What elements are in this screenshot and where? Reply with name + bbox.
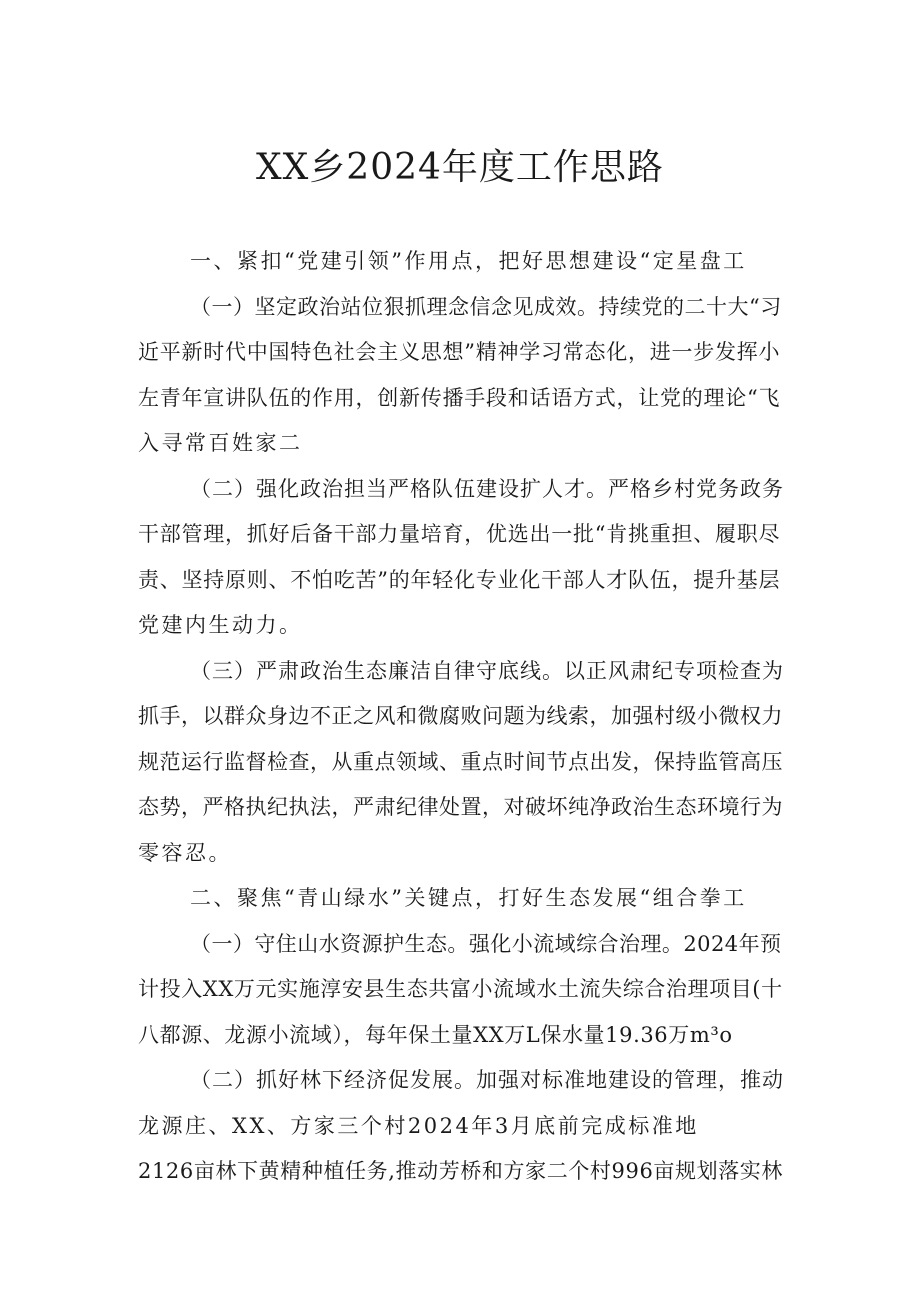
paragraph-line: 规范运行监督检查，从重点领域、重点时间节点出发，保持监管高压 (138, 749, 783, 774)
paragraph-line: （三）严肃政治生态廉洁自律守底线。以正风肃纪专项检查为 (190, 658, 784, 683)
section-heading-1: 一、紧扣“党建引领”作用点，把好思想建设“定星盘工 (190, 249, 747, 273)
paragraph-line: 零容忍。 (138, 840, 232, 865)
paragraph-line: 党建内生动力。 (138, 613, 303, 637)
paragraph-line: 左青年宣讲队伍的作用，创新传播手段和话语方式，让党的理论“飞 (138, 385, 781, 410)
paragraph-line: 干部管理，抓好后备干部力量培育，优选出一批“肯挑重担、履职尽 (138, 522, 781, 546)
paragraph-line: （一）坚定政治站位狠抓理念信念见成效。持续党的二十大“习 (190, 294, 782, 319)
paragraph-line: 抓手，以群众身边不正之风和微腐败问题为线索，加强村级小微权力 (138, 704, 783, 728)
paragraph-line: （一）守住山水资源护生态。强化小流域综合治理。2024年预 (190, 931, 782, 956)
document-body (138, 239, 786, 1195)
paragraph-line: 态势，严格执纪执法，严肃纪律处置，对破坏纯净政治生态环境行为 (138, 795, 783, 819)
paragraph-line: 2126亩林下黄精种植任务,推动芳桥和方家二个村996亩规划落实林 (138, 1159, 783, 1183)
paragraph-line: 近平新时代中国特色社会主义思想”精神学习常态化，进一步发挥小 (138, 340, 781, 364)
paragraph-line: 入寻常百姓家二 (138, 431, 303, 455)
paragraph-line: 龙源庄、XX、方家三个村2024年3月底前完成标准地 (138, 1113, 699, 1138)
paragraph-line: 责、坚持原则、不怕吃苦”的年轻化专业化干部人才队伍，提升基层 (138, 567, 781, 592)
paragraph-line: （二）抓好林下经济促发展。加强对标准地建设的管理，推动 (190, 1068, 784, 1092)
document-title: XX乡2024年度工作思路 (256, 147, 664, 188)
section-heading-2: 二、聚焦“青山绿水”关键点，打好生态发展“组合拳工 (190, 886, 747, 910)
paragraph-line: 八都源、龙源小流域），每年保土量XX万L保水量19.36万m³o (138, 1022, 733, 1047)
paragraph-line: 计投入XX万元实施淳安县生态共富小流域水土流失综合治理项目(十 (138, 977, 783, 1001)
paragraph-line: （二）强化政治担当严格队伍建设扩人才。严格乡村党务政务 (190, 476, 784, 501)
